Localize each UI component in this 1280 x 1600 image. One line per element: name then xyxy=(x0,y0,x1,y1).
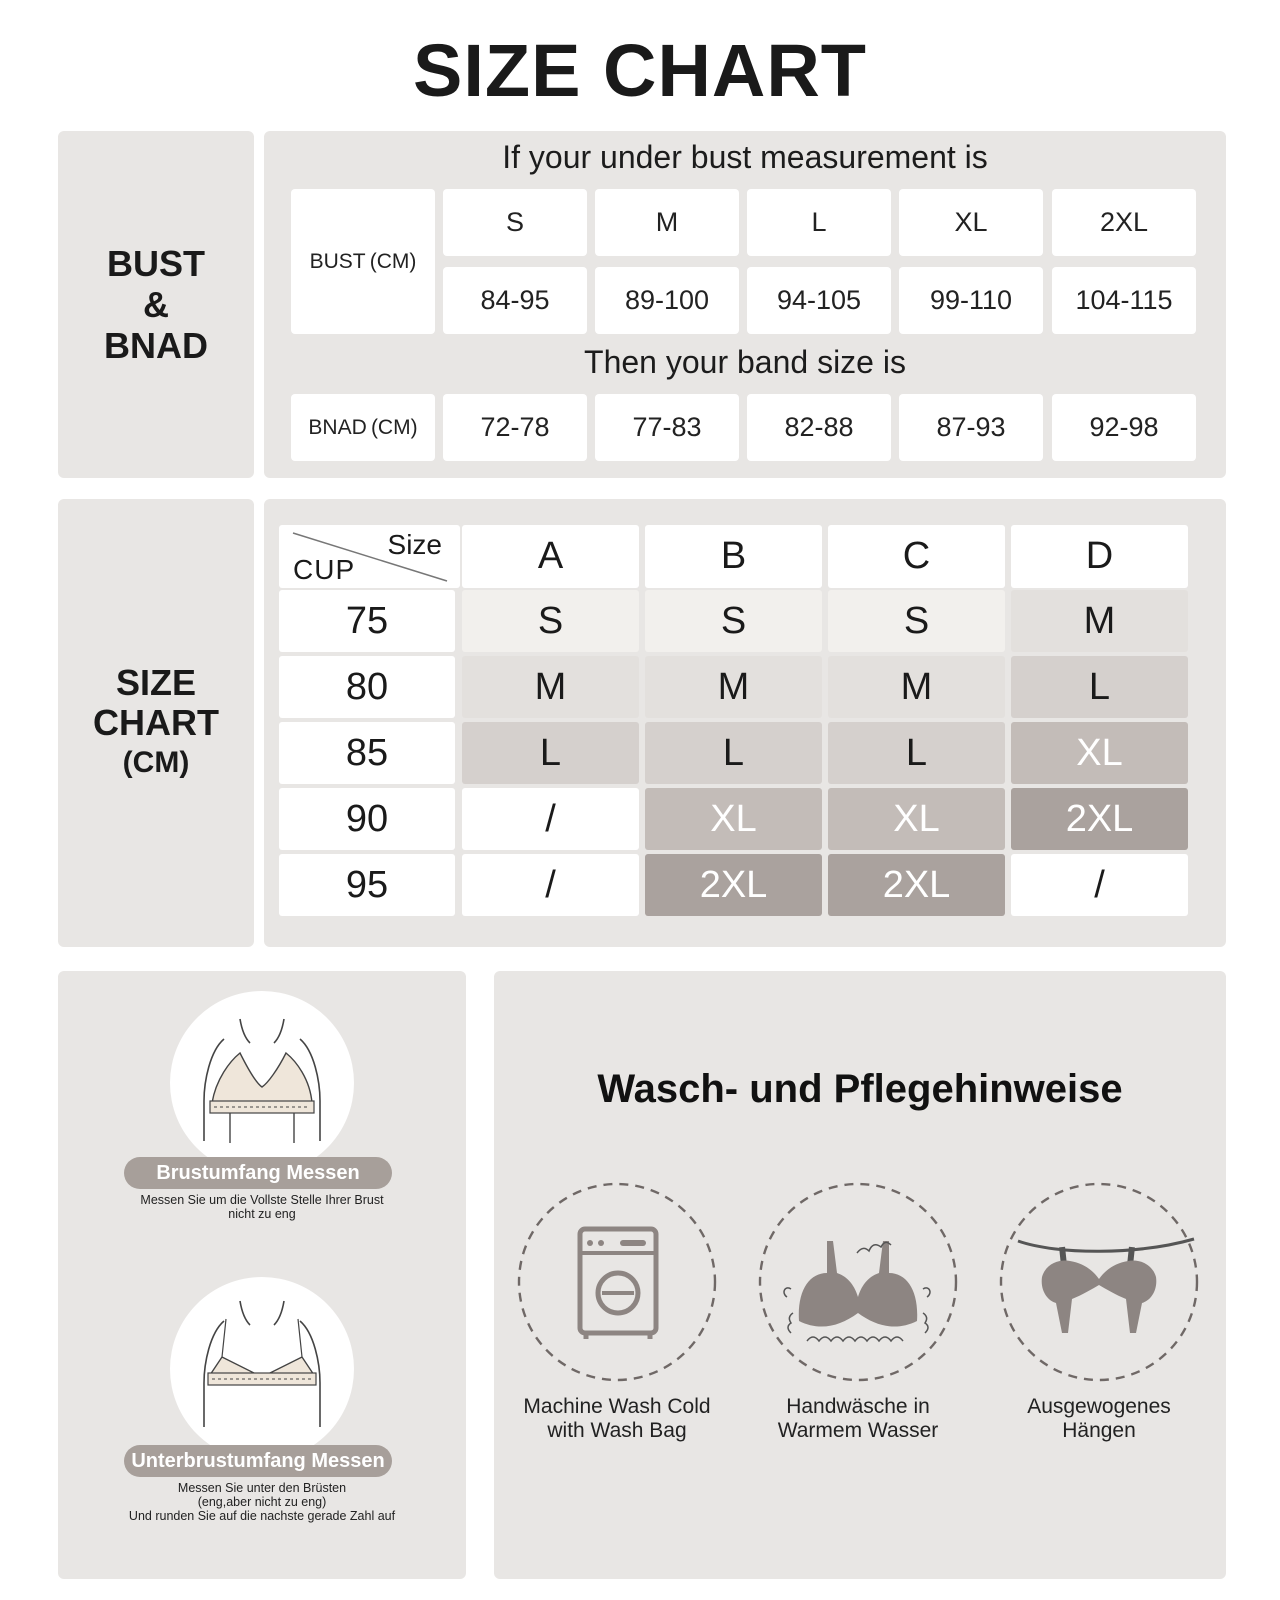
size-result-cell: M xyxy=(1011,590,1188,652)
bust-measure-hint xyxy=(58,1193,466,1221)
band-range-cell: 82-88 xyxy=(747,394,891,461)
size-result-cell: L xyxy=(1011,656,1188,718)
cup-header-cell: D xyxy=(1011,525,1188,588)
care-label-hang-dry xyxy=(979,1395,1219,1443)
bust-figure-icon xyxy=(170,991,354,1175)
side-label-line: & xyxy=(143,284,169,325)
under-bust-heading: If your under bust measurement is xyxy=(502,139,988,175)
page-title: SIZE CHART xyxy=(413,29,867,112)
cup-header-cell: A xyxy=(462,525,639,588)
bust-row-header: BUST (CM) xyxy=(291,189,435,334)
care-label-line: Machine Wash Cold xyxy=(523,1395,711,1418)
size-header-cell: XL xyxy=(899,189,1043,256)
size-result-cell: S xyxy=(462,590,639,652)
size-header-cell: L xyxy=(747,189,891,256)
size-chart-side-panel xyxy=(58,499,254,947)
hint-line: Messen Sie unter den Brüsten xyxy=(177,1481,347,1495)
bust-range-cell: 94-105 xyxy=(747,267,891,334)
size-chart-side-label xyxy=(58,499,254,947)
care-title: Wasch- und Pflegehinweise xyxy=(597,1067,1123,1111)
bust-band-side-panel xyxy=(58,131,254,478)
corner-header-cell xyxy=(279,525,460,588)
band-range-cell: 87-93 xyxy=(899,394,1043,461)
hand-wash-bra-icon xyxy=(757,1181,959,1383)
cup-header-cell: C xyxy=(828,525,1005,588)
band-range-cell: 77-83 xyxy=(595,394,739,461)
side-label-line: SIZE xyxy=(115,662,196,703)
corner-size-label: Size xyxy=(387,529,442,560)
size-result-cell: XL xyxy=(1011,722,1188,784)
band-size-heading: Then your band size is xyxy=(584,344,906,380)
band-range-cell: 92-98 xyxy=(1052,394,1196,461)
care-label-hand-wash xyxy=(738,1395,978,1443)
side-label-line: BUST xyxy=(107,243,205,284)
size-header-cell: M xyxy=(595,189,739,256)
bust-measure-illustration xyxy=(170,991,354,1175)
size-result-cell: 2XL xyxy=(828,854,1005,916)
size-result-cell: 2XL xyxy=(645,854,822,916)
side-label-line: (CM) xyxy=(122,746,190,779)
band-row-header: BNAD (CM) xyxy=(291,394,435,461)
band-range-cell: 72-78 xyxy=(443,394,587,461)
bust-range-cell: 84-95 xyxy=(443,267,587,334)
bust-band-table-panel xyxy=(264,131,1226,478)
band-row-header: 80 xyxy=(279,656,455,718)
care-label-line: Hängen xyxy=(1062,1419,1136,1442)
bust-range-cell: 89-100 xyxy=(595,267,739,334)
size-result-cell: / xyxy=(462,788,639,850)
cup-header-cell: B xyxy=(645,525,822,588)
care-instructions-panel xyxy=(494,971,1226,1579)
size-result-cell: S xyxy=(645,590,822,652)
size-result-cell: L xyxy=(645,722,822,784)
size-result-cell: 2XL xyxy=(1011,788,1188,850)
size-header-cell: 2XL xyxy=(1052,189,1196,256)
bust-range-cell: 99-110 xyxy=(899,267,1043,334)
underbust-measure-pill: Unterbrustumfang Messen xyxy=(124,1445,392,1477)
underbust-measure-hint xyxy=(58,1481,466,1523)
care-label-line: Handwäsche in xyxy=(786,1395,930,1418)
measuring-guide-panel xyxy=(58,971,466,1579)
size-result-cell: XL xyxy=(645,788,822,850)
side-label-line: BNAD xyxy=(104,325,208,366)
hang-dry-bra-icon xyxy=(998,1181,1200,1383)
size-result-cell: M xyxy=(462,656,639,718)
bust-range-cell: 104-115 xyxy=(1052,267,1196,334)
bust-band-side-label xyxy=(58,131,254,478)
size-result-cell: / xyxy=(1011,854,1188,916)
band-row-header: 95 xyxy=(279,854,455,916)
size-result-cell: M xyxy=(828,656,1005,718)
care-label-line: with Wash Bag xyxy=(547,1419,687,1442)
size-result-cell: XL xyxy=(828,788,1005,850)
care-label-line: Ausgewogenes xyxy=(1027,1395,1171,1418)
care-label-line: Warmem Wasser xyxy=(777,1419,939,1442)
side-label-line: CHART xyxy=(93,702,219,743)
hint-line: Und runden Sie auf die nachste gerade Zahl auf xyxy=(128,1509,396,1523)
underbust-measure-illustration xyxy=(170,1277,354,1461)
size-header-cell: S xyxy=(443,189,587,256)
band-row-header: 75 xyxy=(279,590,455,652)
hint-line: Messen Sie um die Vollste Stelle Ihrer Brust xyxy=(140,1193,384,1207)
hint-line: nicht zu eng xyxy=(228,1207,296,1221)
underbust-figure-icon xyxy=(170,1277,354,1461)
washing-machine-icon xyxy=(516,1181,718,1383)
band-row-header: 85 xyxy=(279,722,455,784)
hint-line: (eng,aber nicht zu eng) xyxy=(197,1495,327,1509)
size-result-cell: L xyxy=(828,722,1005,784)
bust-measure-pill: Brustumfang Messen xyxy=(124,1157,392,1189)
cup-size-grid-panel xyxy=(264,499,1226,947)
corner-cup-label: CUP xyxy=(293,554,356,585)
size-result-cell: M xyxy=(645,656,822,718)
size-result-cell: S xyxy=(828,590,1005,652)
care-label-machine-wash xyxy=(497,1395,737,1443)
size-result-cell: / xyxy=(462,854,639,916)
band-row-header: 90 xyxy=(279,788,455,850)
size-result-cell: L xyxy=(462,722,639,784)
